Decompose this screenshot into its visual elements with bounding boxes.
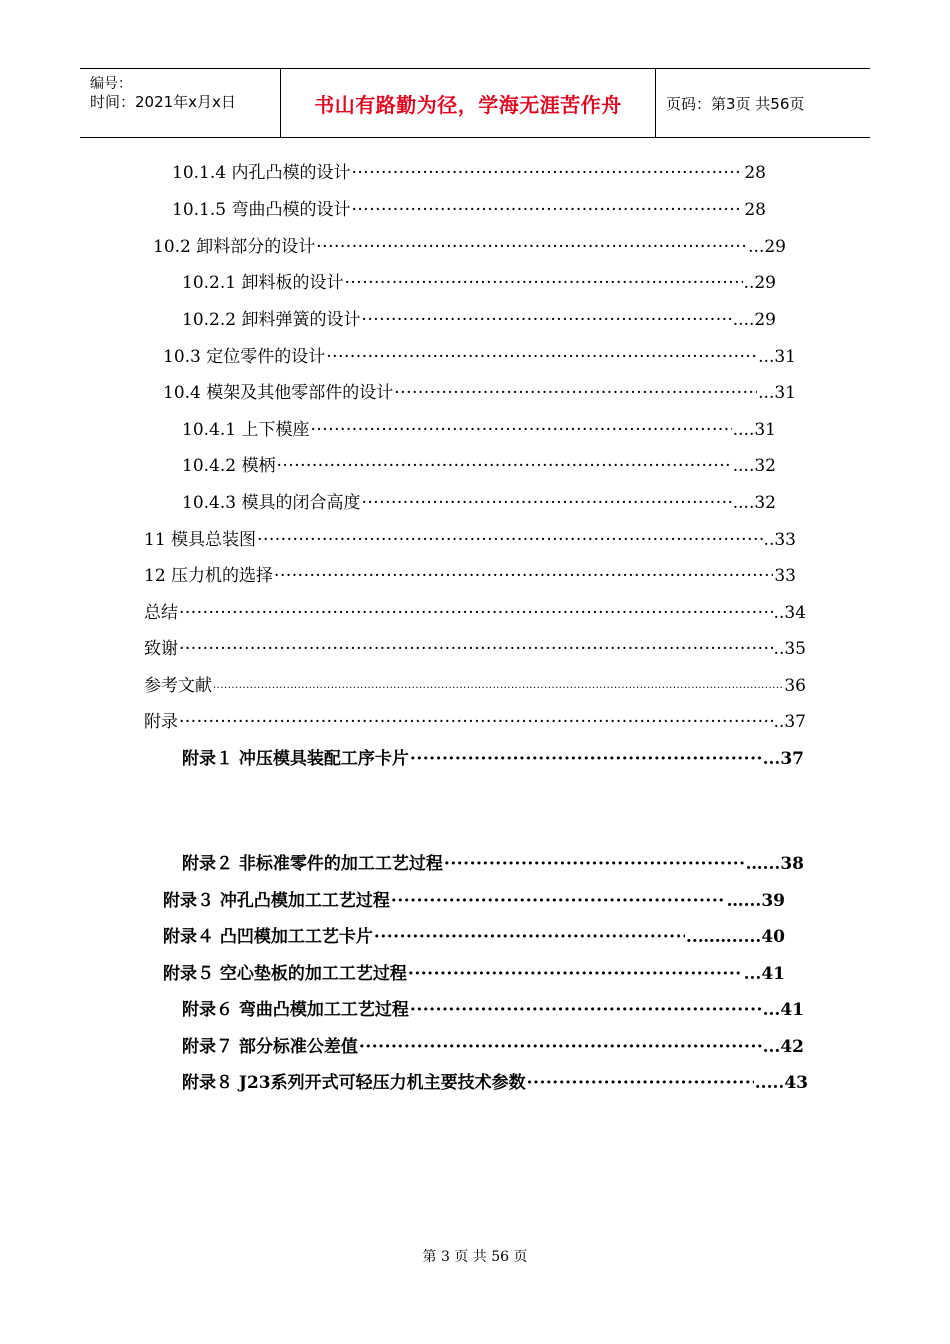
toc-row[interactable] xyxy=(182,995,804,1021)
toc-entry-title: 参考文献 xyxy=(144,676,212,696)
toc-row[interactable] xyxy=(182,415,776,441)
header-page-code: 页码：第3页 共56页 xyxy=(666,94,805,113)
toc-page-number: ..37 xyxy=(773,712,806,732)
toc-page-number: .....43 xyxy=(754,1073,808,1093)
toc-row[interactable] xyxy=(182,451,776,477)
toc-entry-title: 10.2 卸料部分的设计 xyxy=(153,237,316,257)
toc-entry-title: 附录８ J23系列开式可轻压力机主要技术参数 xyxy=(182,1073,526,1093)
toc-page-number: ...31 xyxy=(758,347,796,367)
toc-page-number: 33 xyxy=(774,566,796,586)
toc-leader xyxy=(326,347,757,367)
toc-page-number: ...37 xyxy=(762,749,804,769)
toc-row[interactable] xyxy=(182,1032,804,1058)
toc-leader xyxy=(359,1037,762,1057)
toc-page-number: ...42 xyxy=(762,1037,804,1057)
toc-entry-title: 附录 xyxy=(144,712,178,732)
toc-entry-title: 10.3 定位零件的设计 xyxy=(163,347,326,367)
document-time-label: 时间：2021年x月x日 xyxy=(90,93,236,111)
toc-leader xyxy=(410,749,762,769)
toc-leader xyxy=(179,712,773,732)
toc-entry-title: 附录２ 非标准零件的加工工艺过程 xyxy=(182,854,443,874)
document-number-label: 编号： xyxy=(90,76,132,92)
toc-leader xyxy=(361,493,731,513)
toc-entry-title: 11 模具总装图 xyxy=(144,530,257,550)
page-header xyxy=(80,68,870,138)
toc-row[interactable] xyxy=(172,195,766,221)
toc-row[interactable] xyxy=(172,158,766,184)
toc-page-number: …...38 xyxy=(745,854,804,874)
header-motto: 书山有路勤为径，学海无涯苦作舟 xyxy=(314,92,622,117)
toc-row[interactable] xyxy=(163,959,785,985)
toc-row[interactable] xyxy=(182,305,776,331)
toc-row[interactable] xyxy=(163,922,785,948)
toc-page-number: ...31 xyxy=(758,383,796,403)
toc-entry-title: 附录５ 空心垫板的加工工艺过程 xyxy=(163,964,407,984)
toc-row[interactable] xyxy=(163,886,785,912)
toc-page-number: ....32 xyxy=(732,456,776,476)
toc-row[interactable] xyxy=(163,378,796,404)
toc-leader xyxy=(444,854,745,874)
toc-entry-title: 附录３ 冲孔凸模加工工艺过程 xyxy=(163,891,390,911)
toc-leader xyxy=(179,603,773,623)
toc-page-number: ....31 xyxy=(732,420,776,440)
toc-entry-title: 致谢 xyxy=(144,639,178,659)
toc-leader xyxy=(361,310,731,330)
toc-row[interactable] xyxy=(144,598,806,624)
toc-leader xyxy=(391,891,726,911)
toc-entry-title: 10.4.3 模具的闭合高度 xyxy=(182,493,361,513)
toc-page-number: ..35 xyxy=(773,639,806,659)
toc-entry-title: 10.4.2 模柄 xyxy=(182,456,276,476)
toc-page-number: …...39 xyxy=(726,891,785,911)
toc-row[interactable] xyxy=(182,268,776,294)
header-motto-cell xyxy=(280,69,656,137)
toc-leader xyxy=(344,273,742,293)
toc-leader xyxy=(276,456,731,476)
toc-page-number: ...41 xyxy=(762,1000,804,1020)
toc-page-number: ..33 xyxy=(763,530,796,550)
toc-page-number: ...41 xyxy=(743,964,785,984)
toc-entry-title: 附录１ 冲压模具装配工序卡片 xyxy=(182,749,409,769)
toc-row[interactable] xyxy=(144,634,806,660)
toc-row[interactable] xyxy=(144,707,806,733)
toc-row[interactable] xyxy=(144,561,796,587)
toc-entry-title: 10.2.2 卸料弹簧的设计 xyxy=(182,310,361,330)
toc-leader xyxy=(351,163,743,183)
toc-leader xyxy=(274,566,773,586)
page-footer: 第 3 页 共 56 页 xyxy=(422,1249,528,1265)
toc-entry-title: 10.2.1 卸料板的设计 xyxy=(182,273,344,293)
toc-entry-title: 12 压力机的选择 xyxy=(144,566,274,586)
toc-page-number: 28 xyxy=(744,200,766,220)
toc-row[interactable] xyxy=(144,525,796,551)
toc-page-number: 28 xyxy=(744,163,766,183)
toc-entry-title: 10.1.5 弯曲凸模的设计 xyxy=(172,200,351,220)
toc-page-number: ..34 xyxy=(773,603,806,623)
toc-leader xyxy=(410,1000,762,1020)
toc-leader xyxy=(351,200,743,220)
toc-leader xyxy=(394,383,757,403)
toc-entry-title: 总结 xyxy=(144,603,178,623)
toc-leader xyxy=(374,927,685,947)
toc-entry-title: 附录６ 弯曲凸模加工工艺过程 xyxy=(182,1000,409,1020)
toc-page-number: ..…….....40 xyxy=(685,927,785,947)
toc-row[interactable] xyxy=(182,744,804,770)
toc-row[interactable] xyxy=(182,849,804,875)
toc-leader xyxy=(179,639,773,659)
header-info-cell xyxy=(80,69,280,137)
toc-entry-title: 10.1.4 内孔凸模的设计 xyxy=(172,163,351,183)
toc-row[interactable] xyxy=(144,671,806,697)
toc-entry-title: 附录４ 凸凹模加工工艺卡片 xyxy=(163,927,373,947)
toc-page-number: 36 xyxy=(784,676,806,696)
toc-leader xyxy=(213,683,783,694)
header-page-cell xyxy=(656,69,870,137)
toc-leader xyxy=(310,420,731,440)
toc-row[interactable] xyxy=(163,342,796,368)
toc-row[interactable] xyxy=(153,232,786,258)
toc-entry-title: 10.4 模架及其他零部件的设计 xyxy=(163,383,394,403)
toc-page-number: ...29 xyxy=(748,237,786,257)
toc-leader xyxy=(257,530,763,550)
toc-leader xyxy=(527,1073,754,1093)
toc-entry-title: 10.4.1 上下模座 xyxy=(182,420,310,440)
toc-leader xyxy=(316,237,747,257)
toc-page-number: ....29 xyxy=(732,310,776,330)
toc-row[interactable] xyxy=(182,1068,808,1094)
toc-page-number: ....32 xyxy=(732,493,776,513)
toc-row[interactable] xyxy=(182,488,776,514)
toc-page-number: ..29 xyxy=(743,273,776,293)
toc-entry-title: 附录７ 部分标准公差值 xyxy=(182,1037,358,1057)
toc-leader xyxy=(408,964,743,984)
